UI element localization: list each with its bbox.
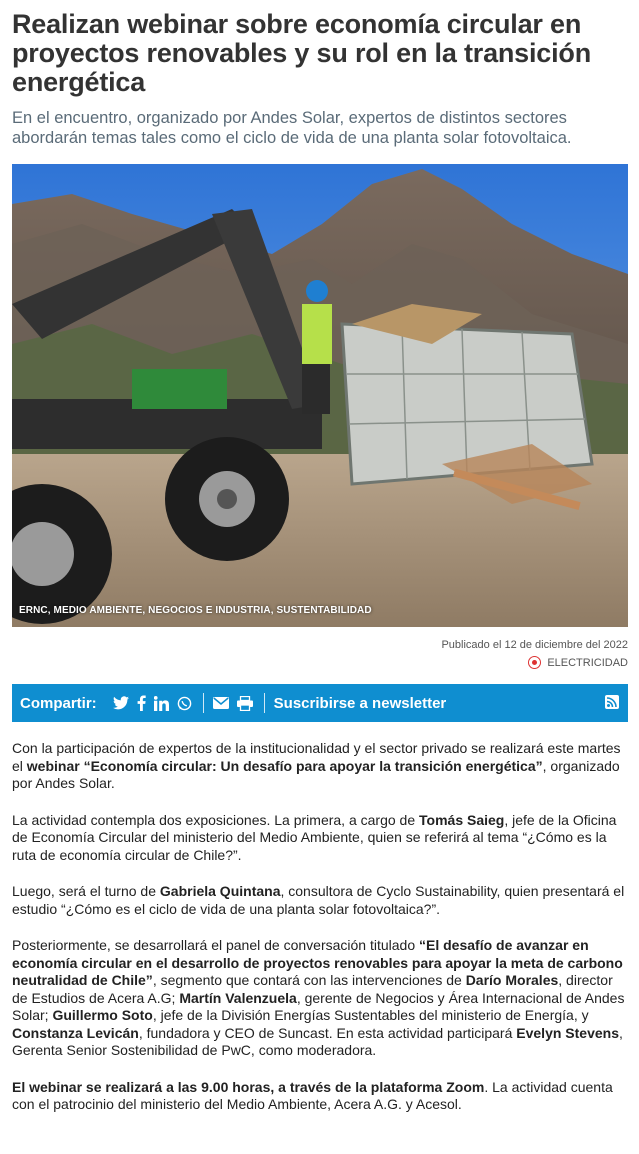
divider xyxy=(203,693,204,713)
print-icon[interactable] xyxy=(237,696,253,711)
hero-tags: ERNC, MEDIO AMBIENTE, NEGOCIOS E INDUSTRIA, SUSTENTABILIDAD xyxy=(19,605,372,616)
share-label: Compartir: xyxy=(20,694,97,712)
tag-link[interactable]: ERNC xyxy=(19,605,48,616)
linkedin-icon[interactable] xyxy=(154,696,169,711)
tag-link[interactable]: SUSTENTABILIDAD xyxy=(276,605,372,616)
body-paragraph: La actividad contempla dos exposiciones. La primera, a cargo de Tomás Saieg, jefe de la Oficina de Economía Circular del ministerio del Medio Ambiente, quien se referirá al tema “¿Cómo es la ruta de economía circular de Chile?”. xyxy=(12,811,617,863)
hero-photo-illustration xyxy=(12,164,628,627)
category-label: ELECTRICIDAD xyxy=(547,656,628,669)
article-subtitle: En el encuentro, organizado por Andes Solar, expertos de distintos sectores abordarán temas tales como el ciclo de vida de una planta solar fotovoltaica. xyxy=(12,109,572,147)
tag-link[interactable]: MEDIO AMBIENTE xyxy=(53,605,143,616)
article-title: Realizan webinar sobre economía circular en proyectos renovables y su rol en la transición energética xyxy=(12,9,591,97)
rss-icon[interactable] xyxy=(605,695,619,713)
whatsapp-icon[interactable] xyxy=(177,696,192,711)
facebook-icon[interactable] xyxy=(137,695,146,711)
twitter-icon[interactable] xyxy=(113,696,129,710)
email-icon[interactable] xyxy=(213,697,229,709)
body-paragraph: Posteriormente, se desarrollará el panel de conversación titulado “El desafío de avanzar en economía circular en el desarrollo de proyectos renovables para apoyar la meta de carbono neutralidad de Chile”, segmento que contará con las intervenciones de Darío Morales, director de Estudios de Acera A.G; Martín Valenzuela, gerente de Negocios y Área Internacional de Andes Solar; Guillermo Soto, jefe de la División Energías Sustentables del ministerio de Energía, y Constanza Levicán, fundadora y CEO de Suncast. En esta actividad participará Evelyn Stevens, Gerenta Senior Sostenibilidad de PwC, como moderadora. xyxy=(12,937,625,1058)
hero-image xyxy=(12,164,628,627)
body-paragraph: Luego, será el turno de Gabriela Quintana, consultora de Cyclo Sustainability, quien presentará el estudio “¿Cómo es el ciclo de vida de una planta solar fotovoltaica?”. xyxy=(12,883,625,917)
divider xyxy=(264,693,265,713)
body-paragraph: Con la participación de expertos de la institucionalidad y el sector privado se realizará este martes el webinar “Economía circular: Un desafío para apoyar la transición energética”, organizado por Andes Solar. xyxy=(12,740,621,791)
newsletter-link[interactable]: Suscribirse a newsletter xyxy=(273,694,447,712)
published-date: Publicado el 12 de diciembre del 2022 xyxy=(441,639,628,651)
tag-link[interactable]: NEGOCIOS E INDUSTRIA xyxy=(148,605,271,616)
category-link[interactable] xyxy=(528,656,628,669)
category-dot-icon xyxy=(528,656,541,669)
body-paragraph: El webinar se realizará a las 9.00 horas, a través de la plataforma Zoom. La actividad cuenta con el patrocinio del ministerio del Medio Ambiente, Acera A.G. y Acesol. xyxy=(12,1078,613,1112)
article-body xyxy=(12,740,630,1133)
share-bar xyxy=(12,684,628,722)
